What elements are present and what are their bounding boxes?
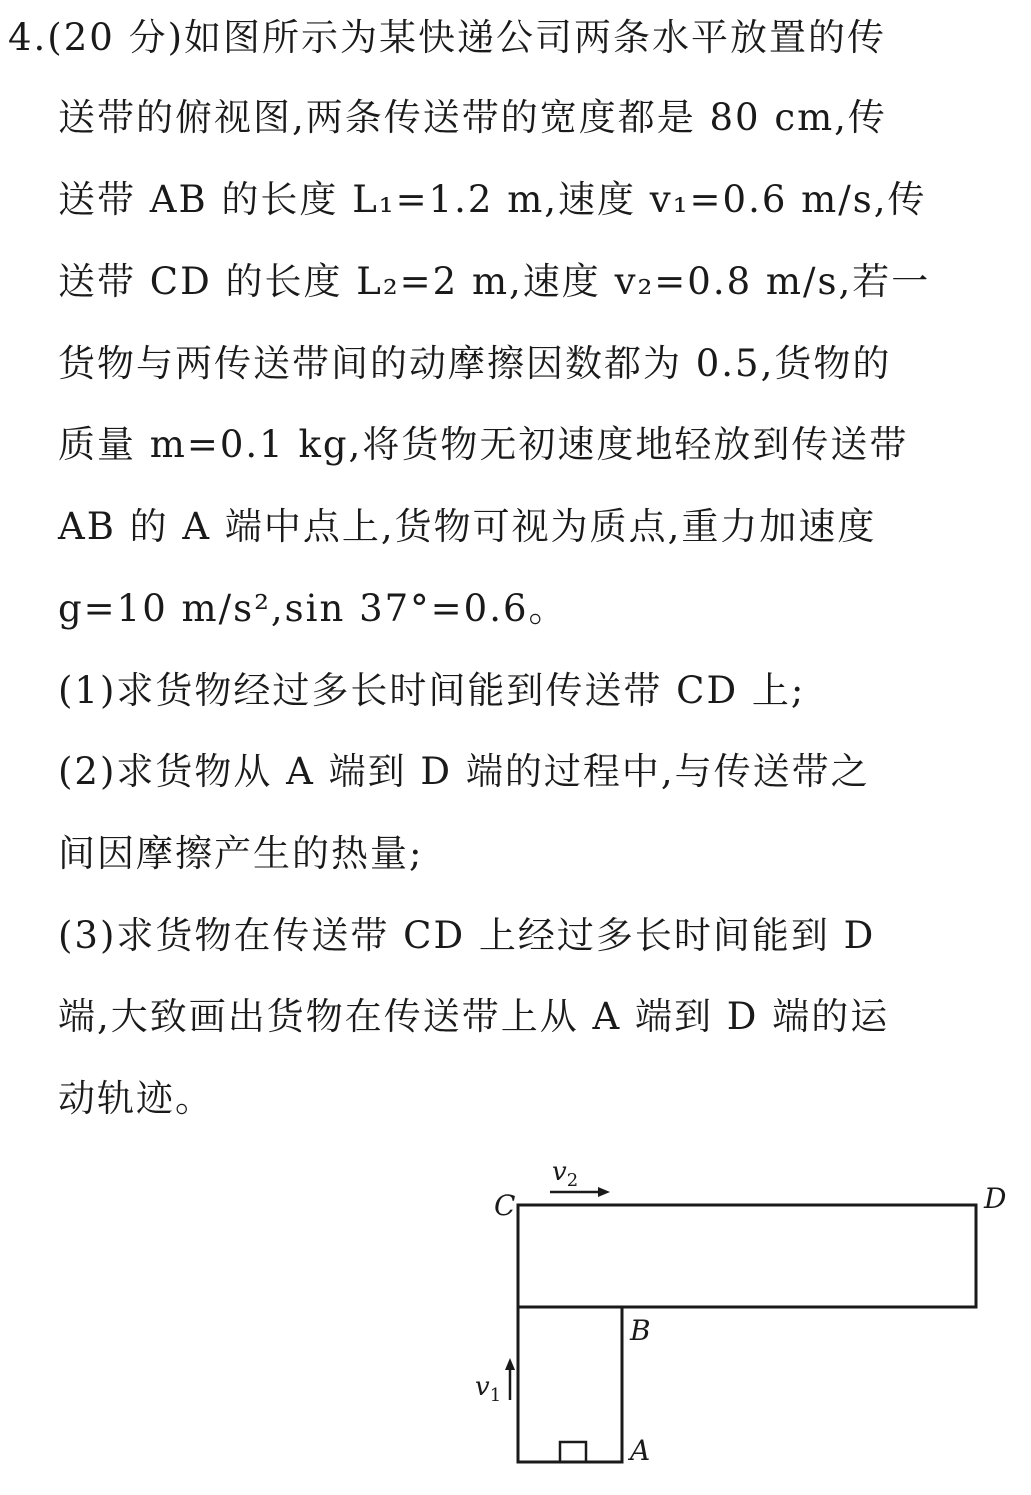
v1-arrowhead: [505, 1358, 515, 1370]
label-a: A: [630, 1434, 651, 1467]
problem-line: 间因摩擦产生的热量;: [58, 832, 424, 875]
belt-cd: [518, 1205, 976, 1307]
problem-line: g=10 m/s²,sin 37°=0.6。: [58, 587, 568, 630]
conveyor-belt-diagram: [470, 1150, 1030, 1490]
problem-line: 送带 CD 的长度 L₂=2 m,速度 v₂=0.8 m/s,若一: [58, 260, 931, 303]
problem-line: 送带的俯视图,两条传送带的宽度都是 80 cm,传: [58, 96, 887, 139]
problem-line: 4.(20 分)如图所示为某快递公司两条水平放置的传: [8, 16, 887, 59]
cargo-box: [560, 1442, 586, 1462]
problem-line: (3)求货物在传送带 CD 上经过多长时间能到 D: [58, 914, 876, 957]
label-v1: $v_1$: [475, 1372, 502, 1406]
label-c: C: [494, 1189, 516, 1222]
problem-line: 质量 m=0.1 kg,将货物无初速度地轻放到传送带: [58, 423, 909, 466]
problem-line: 动轨迹。: [58, 1077, 214, 1120]
problem-line: (1)求货物经过多长时间能到传送带 CD 上;: [58, 669, 806, 712]
problem-line: AB 的 A 端中点上,货物可视为质点,重力加速度: [58, 505, 877, 548]
problem-line: (2)求货物从 A 端到 D 端的过程中,与传送带之: [58, 750, 870, 793]
problem-line: 货物与两传送带间的动摩擦因数都为 0.5,货物的: [58, 342, 892, 385]
v2-arrowhead: [598, 1187, 610, 1197]
problem-line: 送带 AB 的长度 L₁=1.2 m,速度 v₁=0.6 m/s,传: [58, 178, 927, 221]
label-b: B: [630, 1314, 651, 1347]
label-v2: $v_2$: [552, 1157, 579, 1191]
label-d: D: [984, 1182, 1007, 1215]
belt-ab: [518, 1307, 622, 1462]
problem-line: 端,大致画出货物在传送带上从 A 端到 D 端的运: [58, 995, 890, 1038]
